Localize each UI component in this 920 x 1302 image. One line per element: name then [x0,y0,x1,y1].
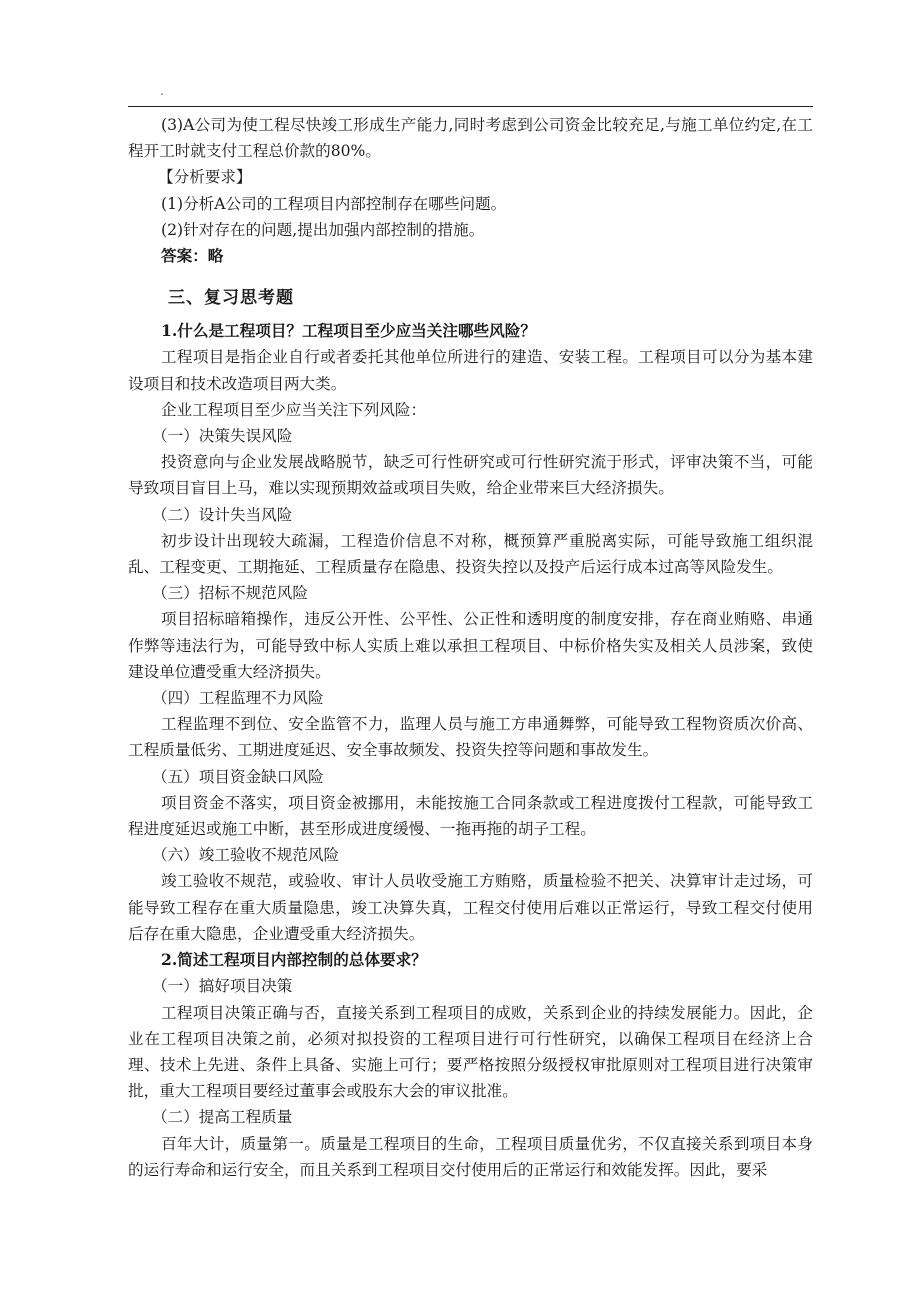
q1-paragraph-risks-intro: 企业工程项目至少应当关注下列风险： [161,400,427,419]
risk-1-title: （一）决策失误风险 [152,427,293,446]
risk-1-body: 投资意向与企业发展战略脱节，缺乏可行性研究或可行性研究流于形式，评审决策不当，可能导致项目盲目上马，难以实现预期效益或项目失败，给企业带来巨大经济损失。 [128,453,813,498]
risk-2-title: （二）设计失当风险 [152,505,293,524]
question-1-title: 1.什么是工程项目？工程项目至少应当关注哪些风险？ [161,321,536,341]
risk-5-title: （五）项目资金缺口风险 [152,767,324,786]
risk-5-body: 项目资金不落实，项目资金被挪用，未能按施工合同条款或工程进度拨付工程款，可能导致工程进度延迟或施工中断，甚至形成进度缓慢、一拖再拖的胡子工程。 [128,793,813,839]
paragraph-case-3: (3)A公司为使工程尽快竣工形成生产能力,同时考虑到公司资金比较充足,与施工单位约定,在工程开工时就支付工程总价款的80%。 [128,116,813,161]
requirement-1: (1)分析A公司的工程项目内部控制存在哪些问题。 [161,194,507,213]
risk-3-title: （三）招标不规范风险 [152,584,308,603]
risk-2-body: 初步设计出现较大疏漏，工程造价信息不对称，概预算严重脱离实际，可能导致施工组织混乱、工程变更、工期拖延、工程质量存在隐患、投资失控以及投产后运行成本过高等风险发生。 [128,531,813,577]
answer-line: 答案：略 [161,246,224,266]
risk-3-body: 项目招标暗箱操作，违反公开性、公平性、公正性和透明度的制度安排，存在商业贿赂、串通作弊等违法行为，可能导致中标人实质上难以承担工程项目、中标价格失实及相关人员涉案，致使建设单位遭受重大经济损失。 [128,610,813,681]
risk-6-body: 竣工验收不规范，或验收、审计人员收受施工方贿赂，质量检验不把关、决算审计走过场，可能导致工程存在重大质量隐患，竣工决算失真，工程交付使用后难以正常运行，导致工程交付使用后存在重大隐患，企业遭受重大经济损失。 [128,872,813,943]
header-mark: . [160,84,164,98]
header-rule [128,106,813,107]
risk-6-title: （六）竣工验收不规范风险 [152,846,340,865]
requirement-item-1-title: （一）搞好项目决策 [152,977,293,996]
question-2-title: 2.简述工程项目内部控制的总体要求？ [161,950,427,970]
risk-4-body: 工程监理不到位、安全监管不力，监理人员与施工方串通舞弊，可能导致工程物资质次价高、工程质量低劣、工期进度延迟、安全事故频发、投资失控等问题和事故发生。 [128,715,813,760]
requirement-item-2-body: 百年大计，质量第一。质量是工程项目的生命，工程项目质量优劣，不仅直接关系到项目本身的运行寿命和运行安全，而且关系到工程项目交付使用后的正常运行和效能发挥。因此，要采 [128,1134,813,1179]
risk-4-title: （四）工程监理不力风险 [152,689,324,708]
section-heading: 三、复习思考题 [168,288,294,309]
requirement-item-1-body: 工程项目决策正确与否，直接关系到工程项目的成败，关系到企业的持续发展能力。因此，企业在工程项目决策之前，必须对拟投资的工程项目进行可行性研究，以确保工程项目在经济上合理、技术上先进、条件上具备、实施上可行；要严格按照分级授权审批原则对工程项目进行决策审批，重大工程项目要经过董事会或股东大会的审议批准。 [128,1003,813,1101]
requirement-item-2-title: （二）提高工程质量 [152,1108,293,1127]
page-content [128,112,813,1183]
q1-paragraph-definition: 工程项目是指企业自行或者委托其他单位所进行的建造、安装工程。工程项目可以分为基本建设项目和技术改造项目两大类。 [128,348,813,393]
analysis-requirements-heading: 【分析要求】 [158,168,252,187]
requirement-2: (2)针对存在的问题,提出加强内部控制的措施。 [161,220,485,239]
